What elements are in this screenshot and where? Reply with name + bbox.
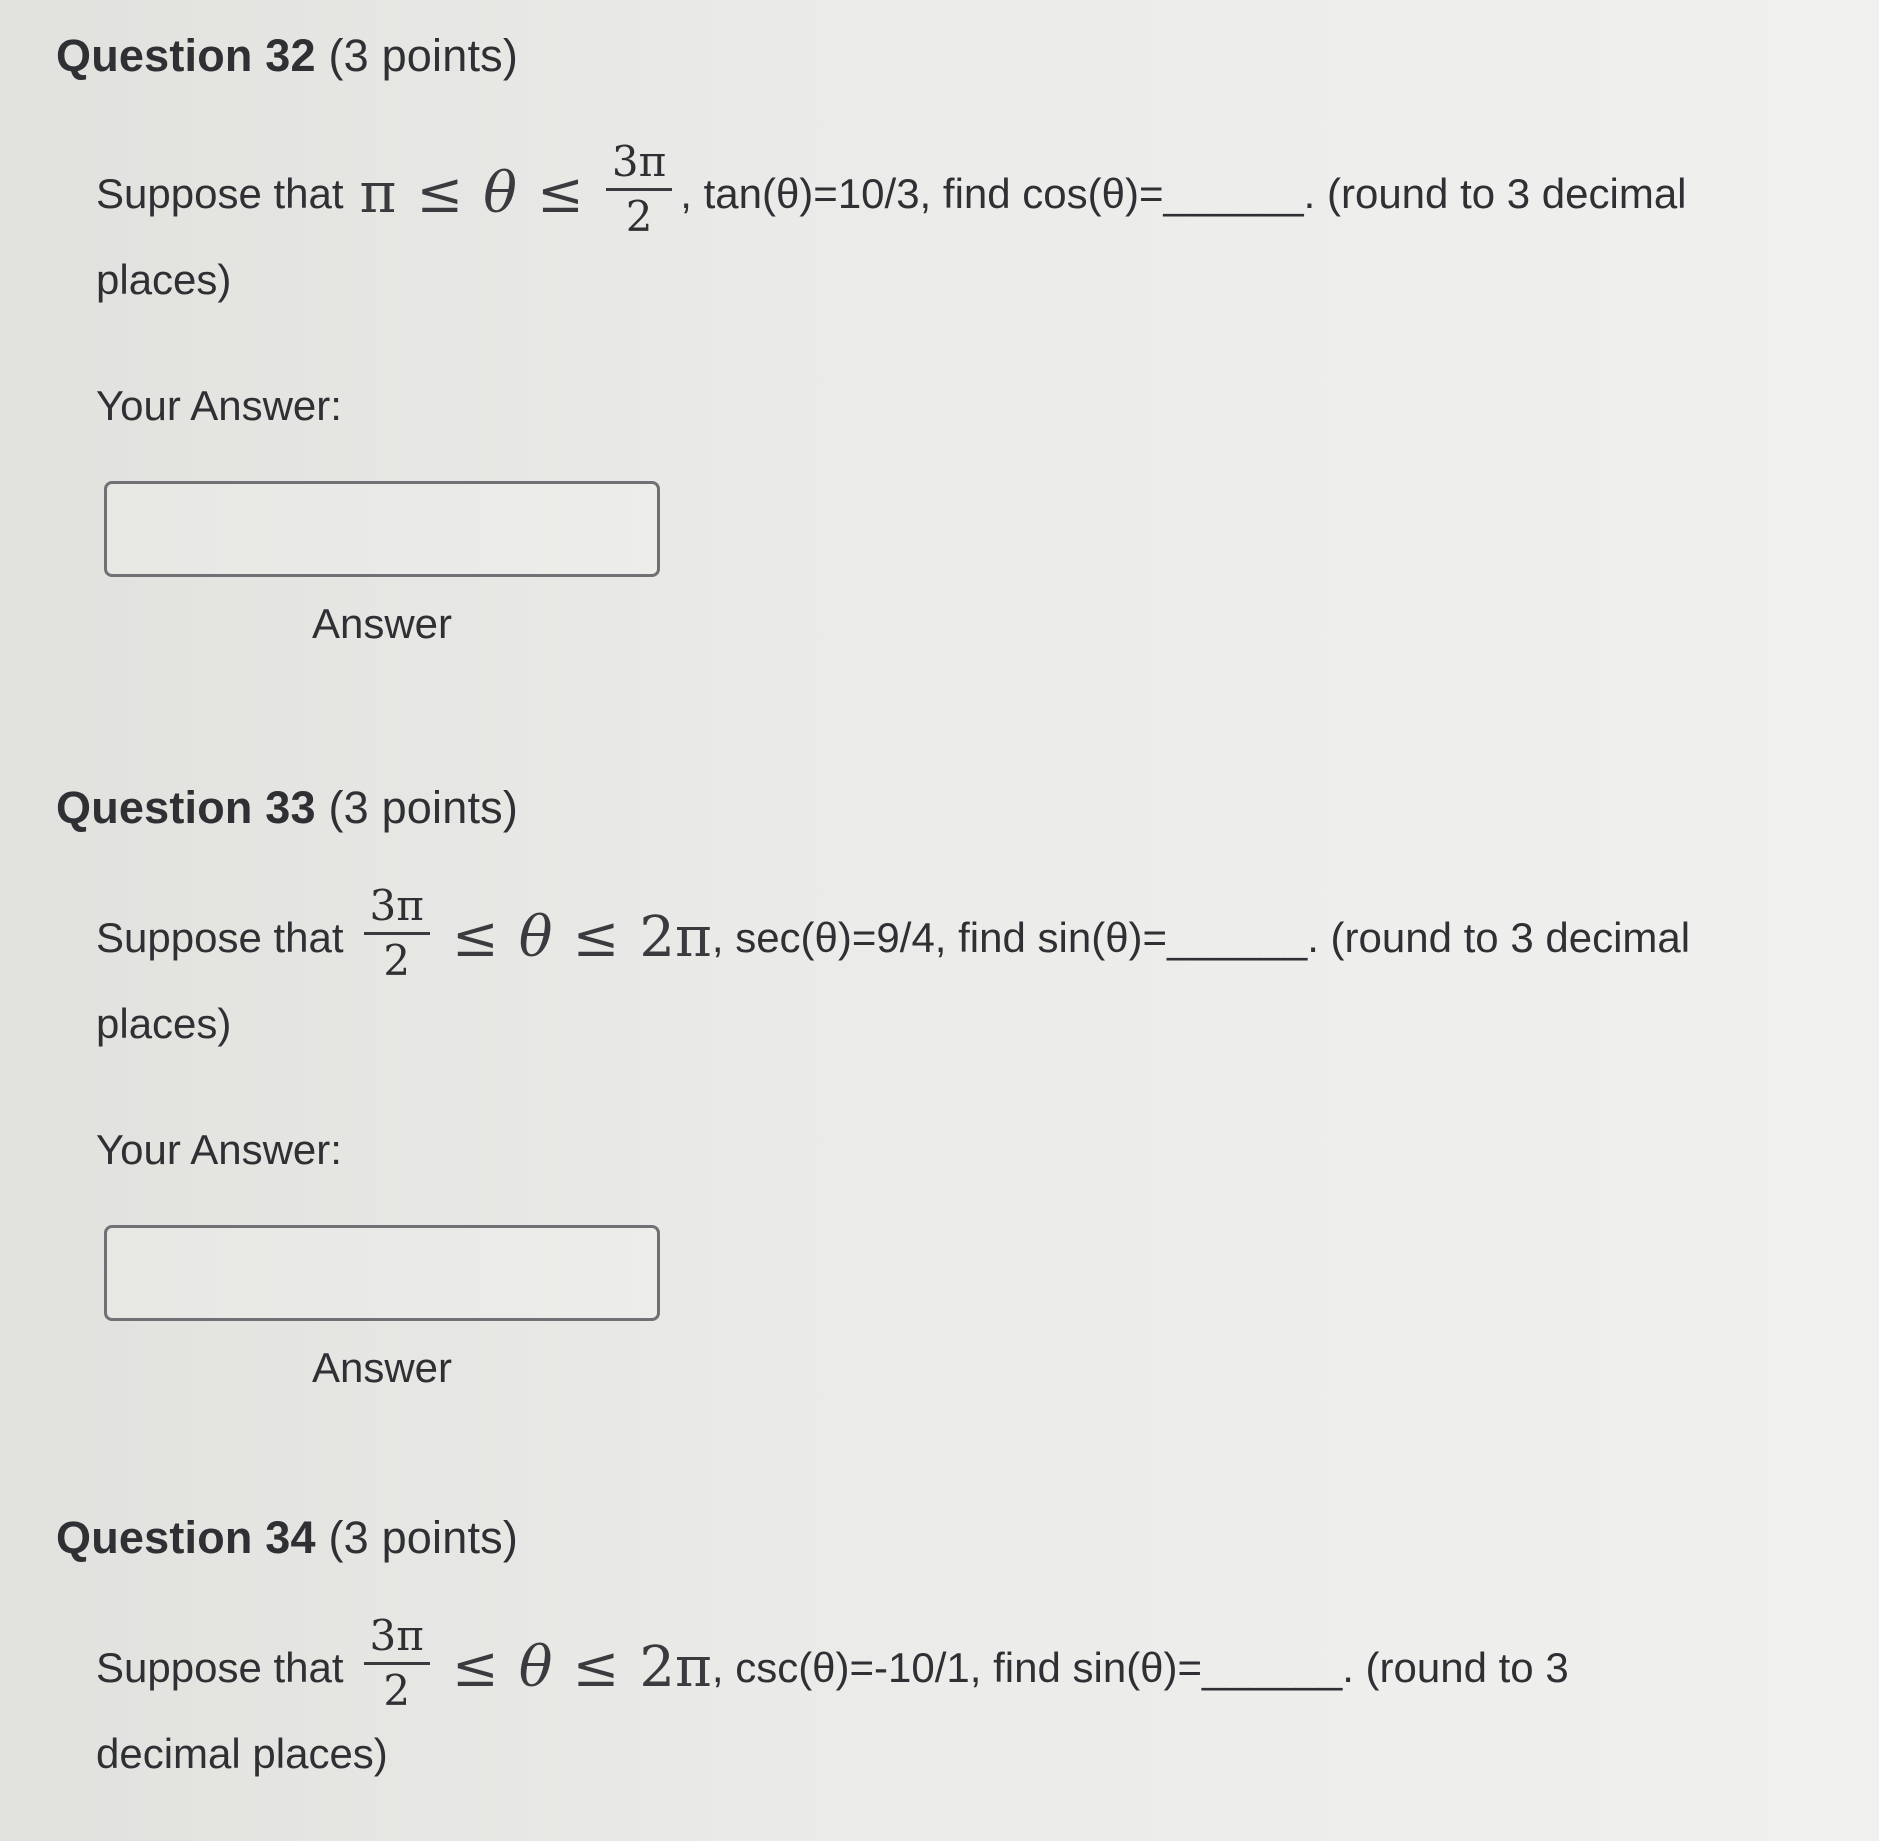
question-title bbox=[56, 28, 1816, 84]
prompt-rest: , tan(θ)=10/3, find cos(θ)=______. (round to 3 decimal bbox=[680, 169, 1687, 217]
prompt-continuation: places) bbox=[96, 256, 232, 303]
upper-bound: 2π bbox=[639, 1634, 712, 1700]
your-answer-label: Your Answer: bbox=[96, 382, 342, 429]
prompt-lead: Suppose that bbox=[96, 169, 344, 217]
lower-bound: π bbox=[359, 160, 397, 226]
question-prompt bbox=[96, 137, 1816, 309]
prompt-line bbox=[96, 881, 1816, 989]
answer-input[interactable] bbox=[104, 1225, 660, 1321]
prompt-rest: , sec(θ)=9/4, find sin(θ)=______. (round to 3 decimal bbox=[711, 913, 1691, 961]
fraction-denominator: 2 bbox=[625, 192, 653, 241]
upper-bound-fraction bbox=[606, 138, 672, 241]
answer-input[interactable] bbox=[104, 481, 660, 577]
less-equal-symbol: ≤ bbox=[416, 160, 464, 226]
answer-caption: Answer bbox=[311, 600, 453, 647]
answer-caption: Answer bbox=[311, 1344, 453, 1391]
less-equal-symbol: ≤ bbox=[451, 904, 499, 970]
question-number: Question 33 bbox=[56, 782, 316, 833]
prompt-continuation: places) bbox=[96, 1000, 232, 1047]
less-equal-symbol: ≤ bbox=[572, 904, 620, 970]
fraction-numerator: 3π bbox=[364, 1612, 430, 1665]
question-points: (3 points) bbox=[328, 30, 519, 81]
fraction-denominator: 2 bbox=[383, 1666, 411, 1715]
question-34 bbox=[56, 1510, 1816, 1783]
prompt-lead: Suppose that bbox=[96, 913, 344, 961]
fraction-denominator: 2 bbox=[383, 936, 411, 985]
less-equal-symbol: ≤ bbox=[572, 1634, 620, 1700]
theta-symbol: θ bbox=[518, 904, 553, 970]
fraction-numerator: 3π bbox=[606, 138, 672, 191]
question-points: (3 points) bbox=[328, 782, 519, 833]
theta-symbol: θ bbox=[518, 1634, 553, 1700]
question-prompt bbox=[96, 881, 1816, 1053]
question-title bbox=[56, 780, 1816, 836]
prompt-continuation: decimal places) bbox=[96, 1730, 388, 1777]
question-points: (3 points) bbox=[328, 1512, 519, 1563]
your-answer-label: Your Answer: bbox=[96, 1126, 342, 1173]
upper-bound: 2π bbox=[639, 904, 712, 970]
prompt-rest: , csc(θ)=-10/1, find sin(θ)=______. (round to 3 bbox=[711, 1643, 1569, 1691]
less-equal-symbol: ≤ bbox=[536, 160, 584, 226]
question-title bbox=[56, 1510, 1816, 1566]
lower-bound-fraction bbox=[364, 1612, 430, 1715]
less-equal-symbol: ≤ bbox=[451, 1634, 499, 1700]
prompt-lead: Suppose that bbox=[96, 1643, 344, 1691]
prompt-line bbox=[96, 1611, 1816, 1719]
question-33 bbox=[56, 780, 1816, 1393]
lower-bound-fraction bbox=[364, 882, 430, 985]
fraction-numerator: 3π bbox=[364, 882, 430, 935]
question-prompt bbox=[96, 1611, 1816, 1783]
prompt-line bbox=[96, 137, 1816, 245]
question-32 bbox=[56, 28, 1816, 649]
question-number: Question 34 bbox=[56, 1512, 316, 1563]
question-number: Question 32 bbox=[56, 30, 316, 81]
theta-symbol: θ bbox=[483, 160, 517, 226]
